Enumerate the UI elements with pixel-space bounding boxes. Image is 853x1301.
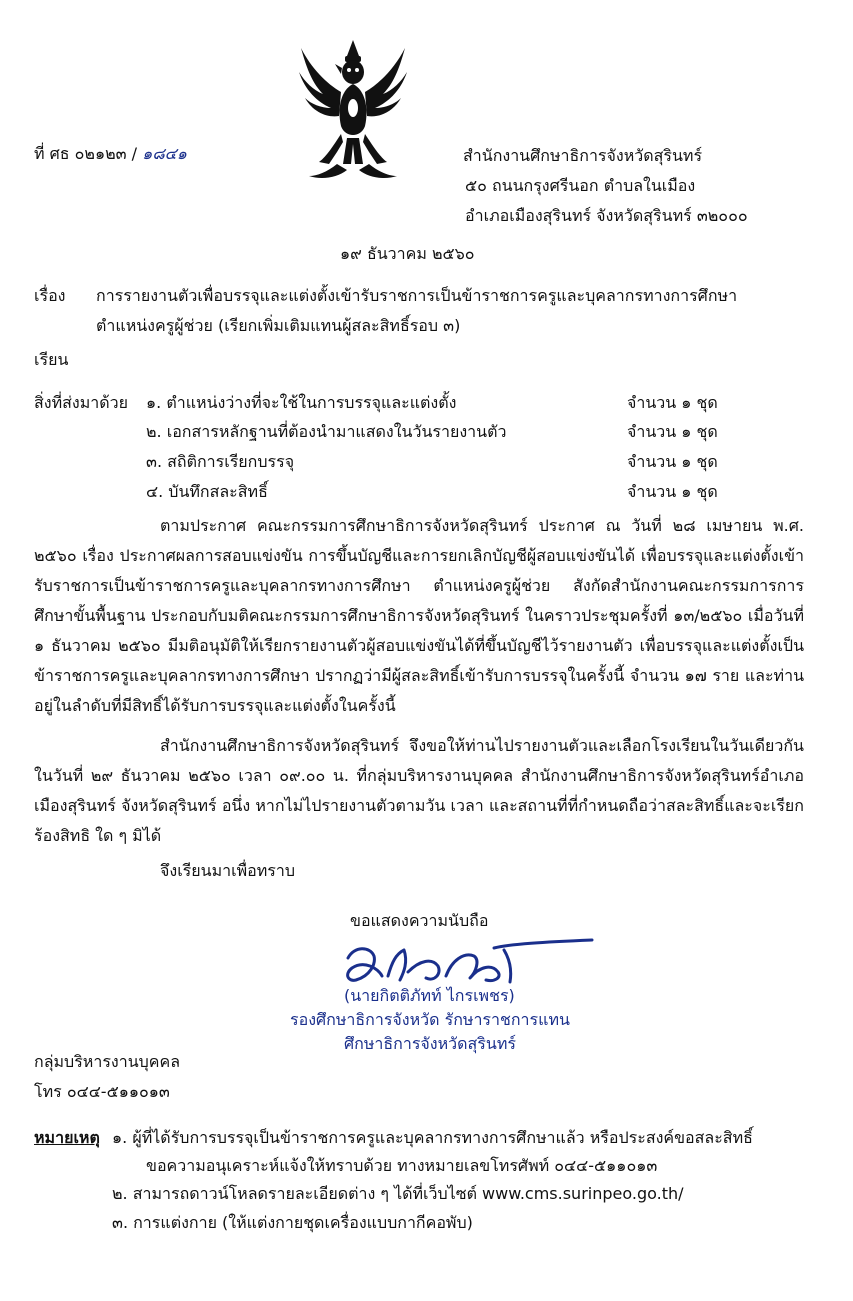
enclosure-item: ๒. เอกสารหลักฐานที่ต้องนำมาแสดงในวันรายงานตัว xyxy=(146,422,507,441)
body-paragraph-2: สำนักงานศึกษาธิการจังหวัดสุรินทร์ จึงขอให้ท่านไปรายงานตัวและเลือกโรงเรียนในวันเดียวกันในวันที่ ๒๙ ธันวาคม ๒๕๖๐ เวลา ๐๙.๐๐ น. ที่กลุ่มบริหารงานบุคคล สำนักงานศึกษาธิการจังหวัดสุรินทร์อำเภอเมืองสุรินทร์ จังหวัดสุรินทร์ อนึ่ง หากไม่ไปรายงานตัวตามวัน เวลา และสถานที่ที่กำหนดถือว่าสละสิทธิ์และจะเรียกร้องสิทธิ ใด ๆ มิได้ xyxy=(34,736,804,845)
subject-label: เรื่อง xyxy=(34,286,66,305)
note-2: ๒. สามารถดาวน์โหลดรายละเอียดต่าง ๆ ได้ที่เว็บไซต์ www.cms.surinpeo.go.th/ xyxy=(112,1184,684,1203)
closing-line: จึงเรียนมาเพื่อทราบ xyxy=(160,861,295,880)
enclosure-quantity: จำนวน ๑ ชุด xyxy=(627,422,718,441)
handwritten-reference-number: ๑๘๔๑ xyxy=(142,144,187,163)
letter-date: ๑๙ ธันวาคม ๒๕๖๐ xyxy=(340,244,475,263)
salutation: เรียน xyxy=(34,350,69,369)
reference-prefix: ที่ ศธ ๐๒๑๒๓ / xyxy=(34,144,138,163)
reference-number xyxy=(34,144,187,164)
signer-position-line-2: ศึกษาธิการจังหวัดสุรินทร์ xyxy=(344,1034,516,1053)
notes-label: หมายเหตุ xyxy=(34,1128,100,1147)
enclosure-item: ๔. บันทึกสละสิทธิ์ xyxy=(146,482,268,501)
regards: ขอแสดงความนับถือ xyxy=(350,911,489,930)
signer-name: (นายกิตติภัทท์ ไกรเพชร) xyxy=(344,986,515,1005)
contact-phone: โทร ๐๔๔-๕๑๑๐๑๓ xyxy=(34,1082,170,1101)
subject-line-2: ตำแหน่งครูผู้ช่วย (เรียกเพิ่มเติมแทนผู้สละสิทธิ์รอบ ๓) xyxy=(96,316,461,335)
enclosure-quantity: จำนวน ๑ ชุด xyxy=(627,393,718,412)
sender-address-line-1: ๕๐ ถนนกรุงศรีนอก ตำบลในเมือง xyxy=(465,176,696,195)
handwritten-signature xyxy=(334,936,596,990)
enclosure-item: ๓. สถิติการเรียกบรรจุ xyxy=(146,452,295,471)
body-paragraph-1: ตามประกาศ คณะกรรมการศึกษาธิการจังหวัดสุรินทร์ ประกาศ ณ วันที่ ๒๘ เมษายน พ.ศ. ๒๕๖๐ เรื่อง ประกาศผลการสอบแข่งขัน การขึ้นบัญชีและการยกเลิกบัญชีผู้สอบแข่งขันได้ เพื่อบรรจุและแต่งตั้งเข้ารับราชการเป็นข้าราชการครูและบุคลากรทางการศึกษา ตำแหน่งครูผู้ช่วย สังกัดสำนักงานคณะกรรมการการศึกษาขั้นพื้นฐาน ประกอบกับมติคณะกรรมการศึกษาธิการจังหวัดสุรินทร์ ในคราวประชุมครั้งที่ ๑๓/๒๕๖๐ เมื่อวันที่ ๑ ธันวาคม ๒๕๖๐ มีมติอนุมัติให้เรียกรายงานตัวผู้สอบแข่งขันได้ที่ขึ้นบัญชีไว้รายงานตัว เพื่อบรรจุและแต่งตั้งเป็นข้าราชการครูและบุคลากรทางการศึกษา ปรากฏว่ามีผู้สละสิทธิ์เข้ารับการบรรจุในครั้งนี้ จำนวน ๑๗ ราย และท่านอยู่ในลำดับที่มีสิทธิ์ได้รับการบรรจุและแต่งตั้งในครั้งนี้ xyxy=(34,516,804,715)
signer-position-line-1: รองศึกษาธิการจังหวัด รักษาราชการแทน xyxy=(290,1010,570,1029)
note-1-line-2: ขอความอนุเคราะห์แจ้งให้ทราบด้วย ทางหมายเลขโทรศัพท์ ๐๔๔-๕๑๑๐๑๓ xyxy=(146,1156,658,1175)
note-1-line-1: ๑. ผู้ที่ได้รับการบรรจุเป็นข้าราชการครูและบุคลากรทางการศึกษาแล้ว หรือประสงค์ขอสละสิทธิ์ xyxy=(112,1128,753,1147)
enclosure-quantity: จำนวน ๑ ชุด xyxy=(627,482,718,501)
sender-address-line-2: อำเภอเมืองสุรินทร์ จังหวัดสุรินทร์ ๓๒๐๐๐ xyxy=(465,206,748,225)
sender-office: สำนักงานศึกษาธิการจังหวัดสุรินทร์ xyxy=(463,146,703,165)
enclosures-label: สิ่งที่ส่งมาด้วย xyxy=(34,393,128,412)
contact-department: กลุ่มบริหารงานบุคคล xyxy=(34,1052,181,1071)
enclosure-item: ๑. ตำแหน่งว่างที่จะใช้ในการบรรจุและแต่งตั้ง xyxy=(146,393,457,412)
note-3: ๓. การแต่งกาย (ให้แต่งกายชุดเครื่องแบบกากีคอพับ) xyxy=(112,1213,473,1232)
subject-line-1: การรายงานตัวเพื่อบรรจุและแต่งตั้งเข้ารับราชการเป็นข้าราชการครูและบุคลากรทางการศึกษา xyxy=(96,286,738,305)
enclosure-quantity: จำนวน ๑ ชุด xyxy=(627,452,718,471)
garuda-emblem-icon xyxy=(297,38,409,184)
